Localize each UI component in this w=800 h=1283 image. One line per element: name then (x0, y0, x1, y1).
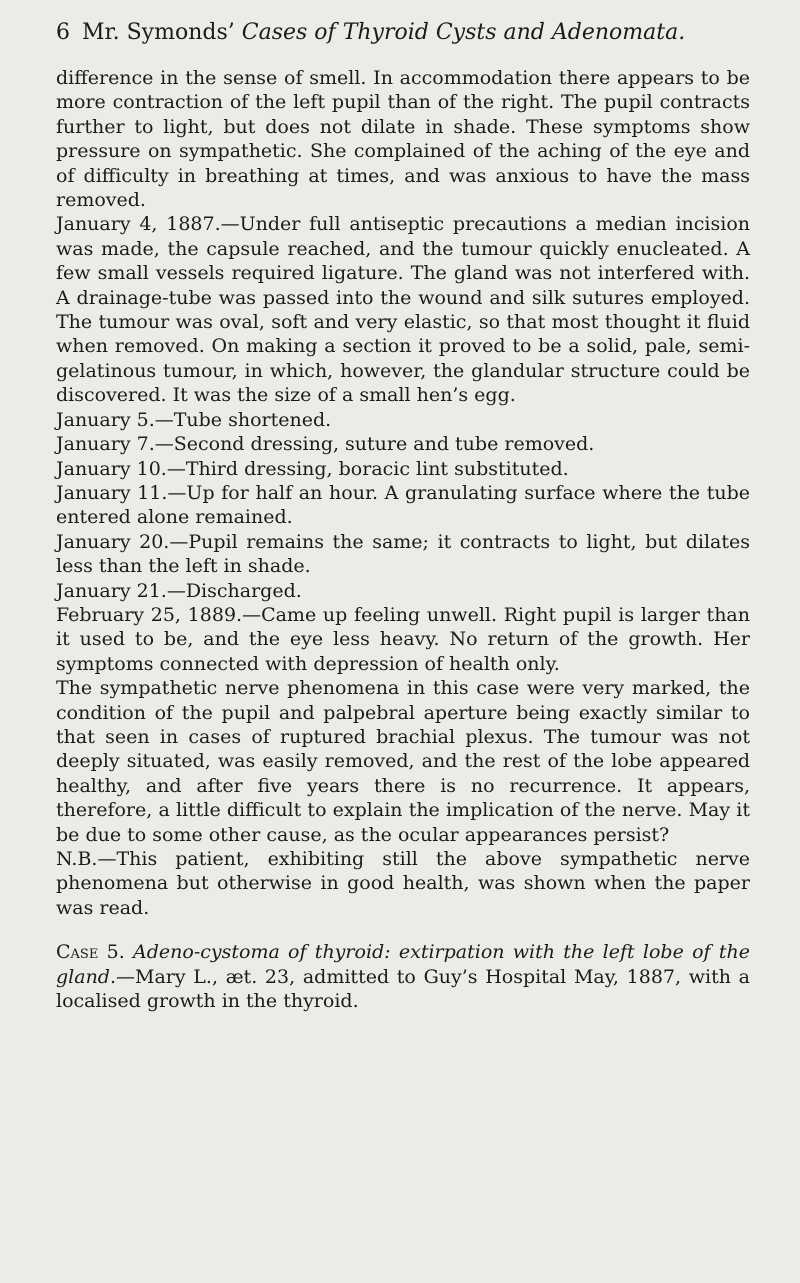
case-5-label: Case 5. (56, 941, 125, 964)
case-5-text: —Mary L., æt. 23, admitted to Guy’s Hospital May, 1887, with a localised growth in the thyroid. (56, 965, 750, 1013)
paragraph-jan-10: January 10.—Third dressing, boracic lint substituted. (56, 457, 569, 480)
paragraph-nota-bene: N.B.—This patient, exhibiting still the above sympathetic nerve phenomena but otherwise in good health, was shown when the paper was read. (56, 848, 750, 919)
case-5-paragraph (56, 940, 750, 1013)
running-head-title: Cases of Thyroid Cysts and Adenomata. (241, 20, 686, 45)
case-5-title: Adeno-cystoma of thyroid: extirpation with the left lobe of the gland. (56, 941, 750, 988)
paragraph-jan-21: January 21.—Discharged. (56, 579, 302, 602)
paragraph-discussion: The sympathetic nerve phenomena in this case were very marked, the condition of the pupil and palpebral aperture being exactly similar to that seen in cases of ruptured brachial plexus. The tumour was not deeply situated, was easily removed, and the rest of the lobe appeared healthy, and after five years there is no recurrence. It appears, therefore, a little difficult to explain the implication of the nerve. May it be due to some other cause, as the ocular appearances persist? (56, 677, 750, 846)
page-number: 6 (56, 20, 70, 45)
paragraph-continued: difference in the sense of smell. In accommodation there appears to be more contraction of the left pupil than of the right. The pupil contracts further to light, but does not dilate in shade. These symptoms show pressure on sympathetic. She complained of the aching of the eye and of difficulty in breathing at times, and was anxious to have the mass removed. (56, 67, 750, 212)
paragraph-feb-25: February 25, 1889.—Came up feeling unwell. Right pupil is larger than it used to be, and the eye less heavy. No return of the growth. Her symptoms connected with depression of health only. (56, 603, 750, 675)
section-gap (56, 920, 750, 940)
paragraph-jan-7: January 7.—Second dressing, suture and tube removed. (56, 433, 595, 456)
paragraph-operation: January 4, 1887.—Under full antiseptic precautions a median incision was made, the capsule reached, and the tumour quickly enucleated. A few small vessels required ligature. The gland was not interfered with. A drainage-tube was passed into the wound and silk sutures employed. The tumour was oval, soft and very elastic, so that most thought it fluid when removed. On making a section it proved to be a solid, pale, semi-gelatinous tumour, in which, however, the glandular structure could be discovered. It was the size of a small hen’s egg. (56, 213, 750, 407)
running-head (56, 18, 750, 48)
paragraph-jan-5: January 5.—Tube shortened. (56, 408, 332, 431)
paragraph-jan-11: January 11.—Up for half an hour. A granulating surface where the tube entered alone remained. (56, 481, 750, 529)
running-head-author: Mr. Symonds’ (82, 20, 235, 45)
body-text (56, 66, 750, 1013)
paragraph-jan-20: January 20.—Pupil remains the same; it contracts to light, but dilates less than the left in shade. (56, 530, 750, 578)
